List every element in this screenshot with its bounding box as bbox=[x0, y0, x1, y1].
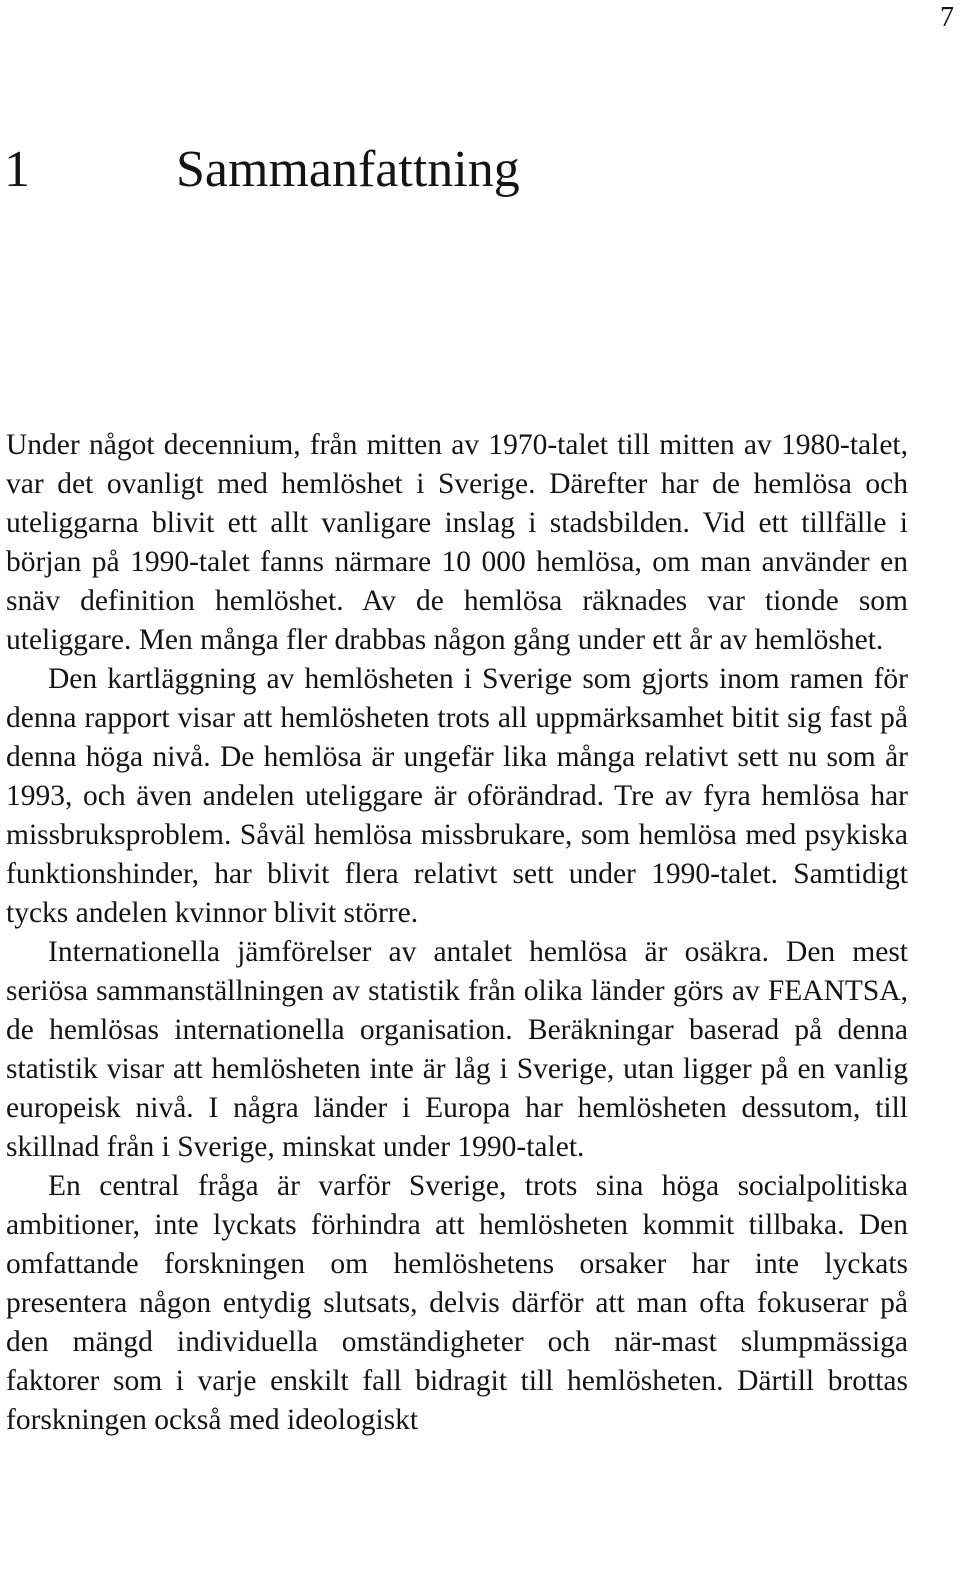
paragraph: Under något decennium, från mitten av 1970-talet till mitten av 1980-talet, var det ovanligt med hemlöshet i Sverige. Därefter har de hemlösa och uteliggarna blivit ett allt vanligare inslag i stadsbilden. Vid ett tillfälle i början på 1990-talet fanns närmare 10 000 hemlösa, om man använder en snäv definition hemlöshet. Av de hemlösa räknades var tionde som uteliggare. Men många fler drabbas någon gång under ett år av hemlöshet. bbox=[6, 429, 908, 656]
paragraph: Den kartläggning av hemlösheten i Sverige som gjorts inom ramen för denna rapport visar att hemlösheten trots all uppmärksamhet bitit sig fast på denna höga nivå. De hemlösa är ungefär lika många relativt sett nu som år 1993, och även andelen uteliggare är oförändrad. Tre av fyra hemlösa har missbruksproblem. Såväl hemlösa missbrukare, som hemlösa med psykiska funktionshinder, har blivit flera relativt sett under 1990-talet. Samtidigt tycks andelen kvinnor blivit större. bbox=[6, 663, 908, 929]
body-text bbox=[6, 426, 908, 1440]
chapter-title: Sammanfattning bbox=[176, 141, 520, 198]
page-number: 7 bbox=[940, 2, 954, 33]
paragraph: Internationella jämförelser av antalet hemlösa är osäkra. Den mest seriösa sammanställningen av statistik från olika länder görs av FEANTSA, de hemlösas internationella organisation. Beräkningar baserad på denna statistik visar att hemlösheten inte är låg i Sverige, utan ligger på en vanlig europeisk nivå. I några länder i Europa har hemlösheten dessutom, till skillnad från i Sverige, minskat under 1990-talet. bbox=[6, 936, 908, 1163]
chapter-number: 1 bbox=[4, 141, 30, 198]
paragraph: En central fråga är varför Sverige, trots sina höga socialpolitiska ambitioner, inte lyckats förhindra att hemlösheten kommit tillbaka. Den omfattande forskningen om hemlöshetens orsaker har inte lyckats presentera någon entydig slutsats, delvis därför att man ofta fokuserar på den mängd individuella omständigheter och när-mast slumpmässiga faktorer som i varje enskilt fall bidragit till hemlösheten. Därtill brottas forskningen också med ideologiskt bbox=[6, 1170, 908, 1436]
chapter-heading bbox=[4, 140, 520, 200]
